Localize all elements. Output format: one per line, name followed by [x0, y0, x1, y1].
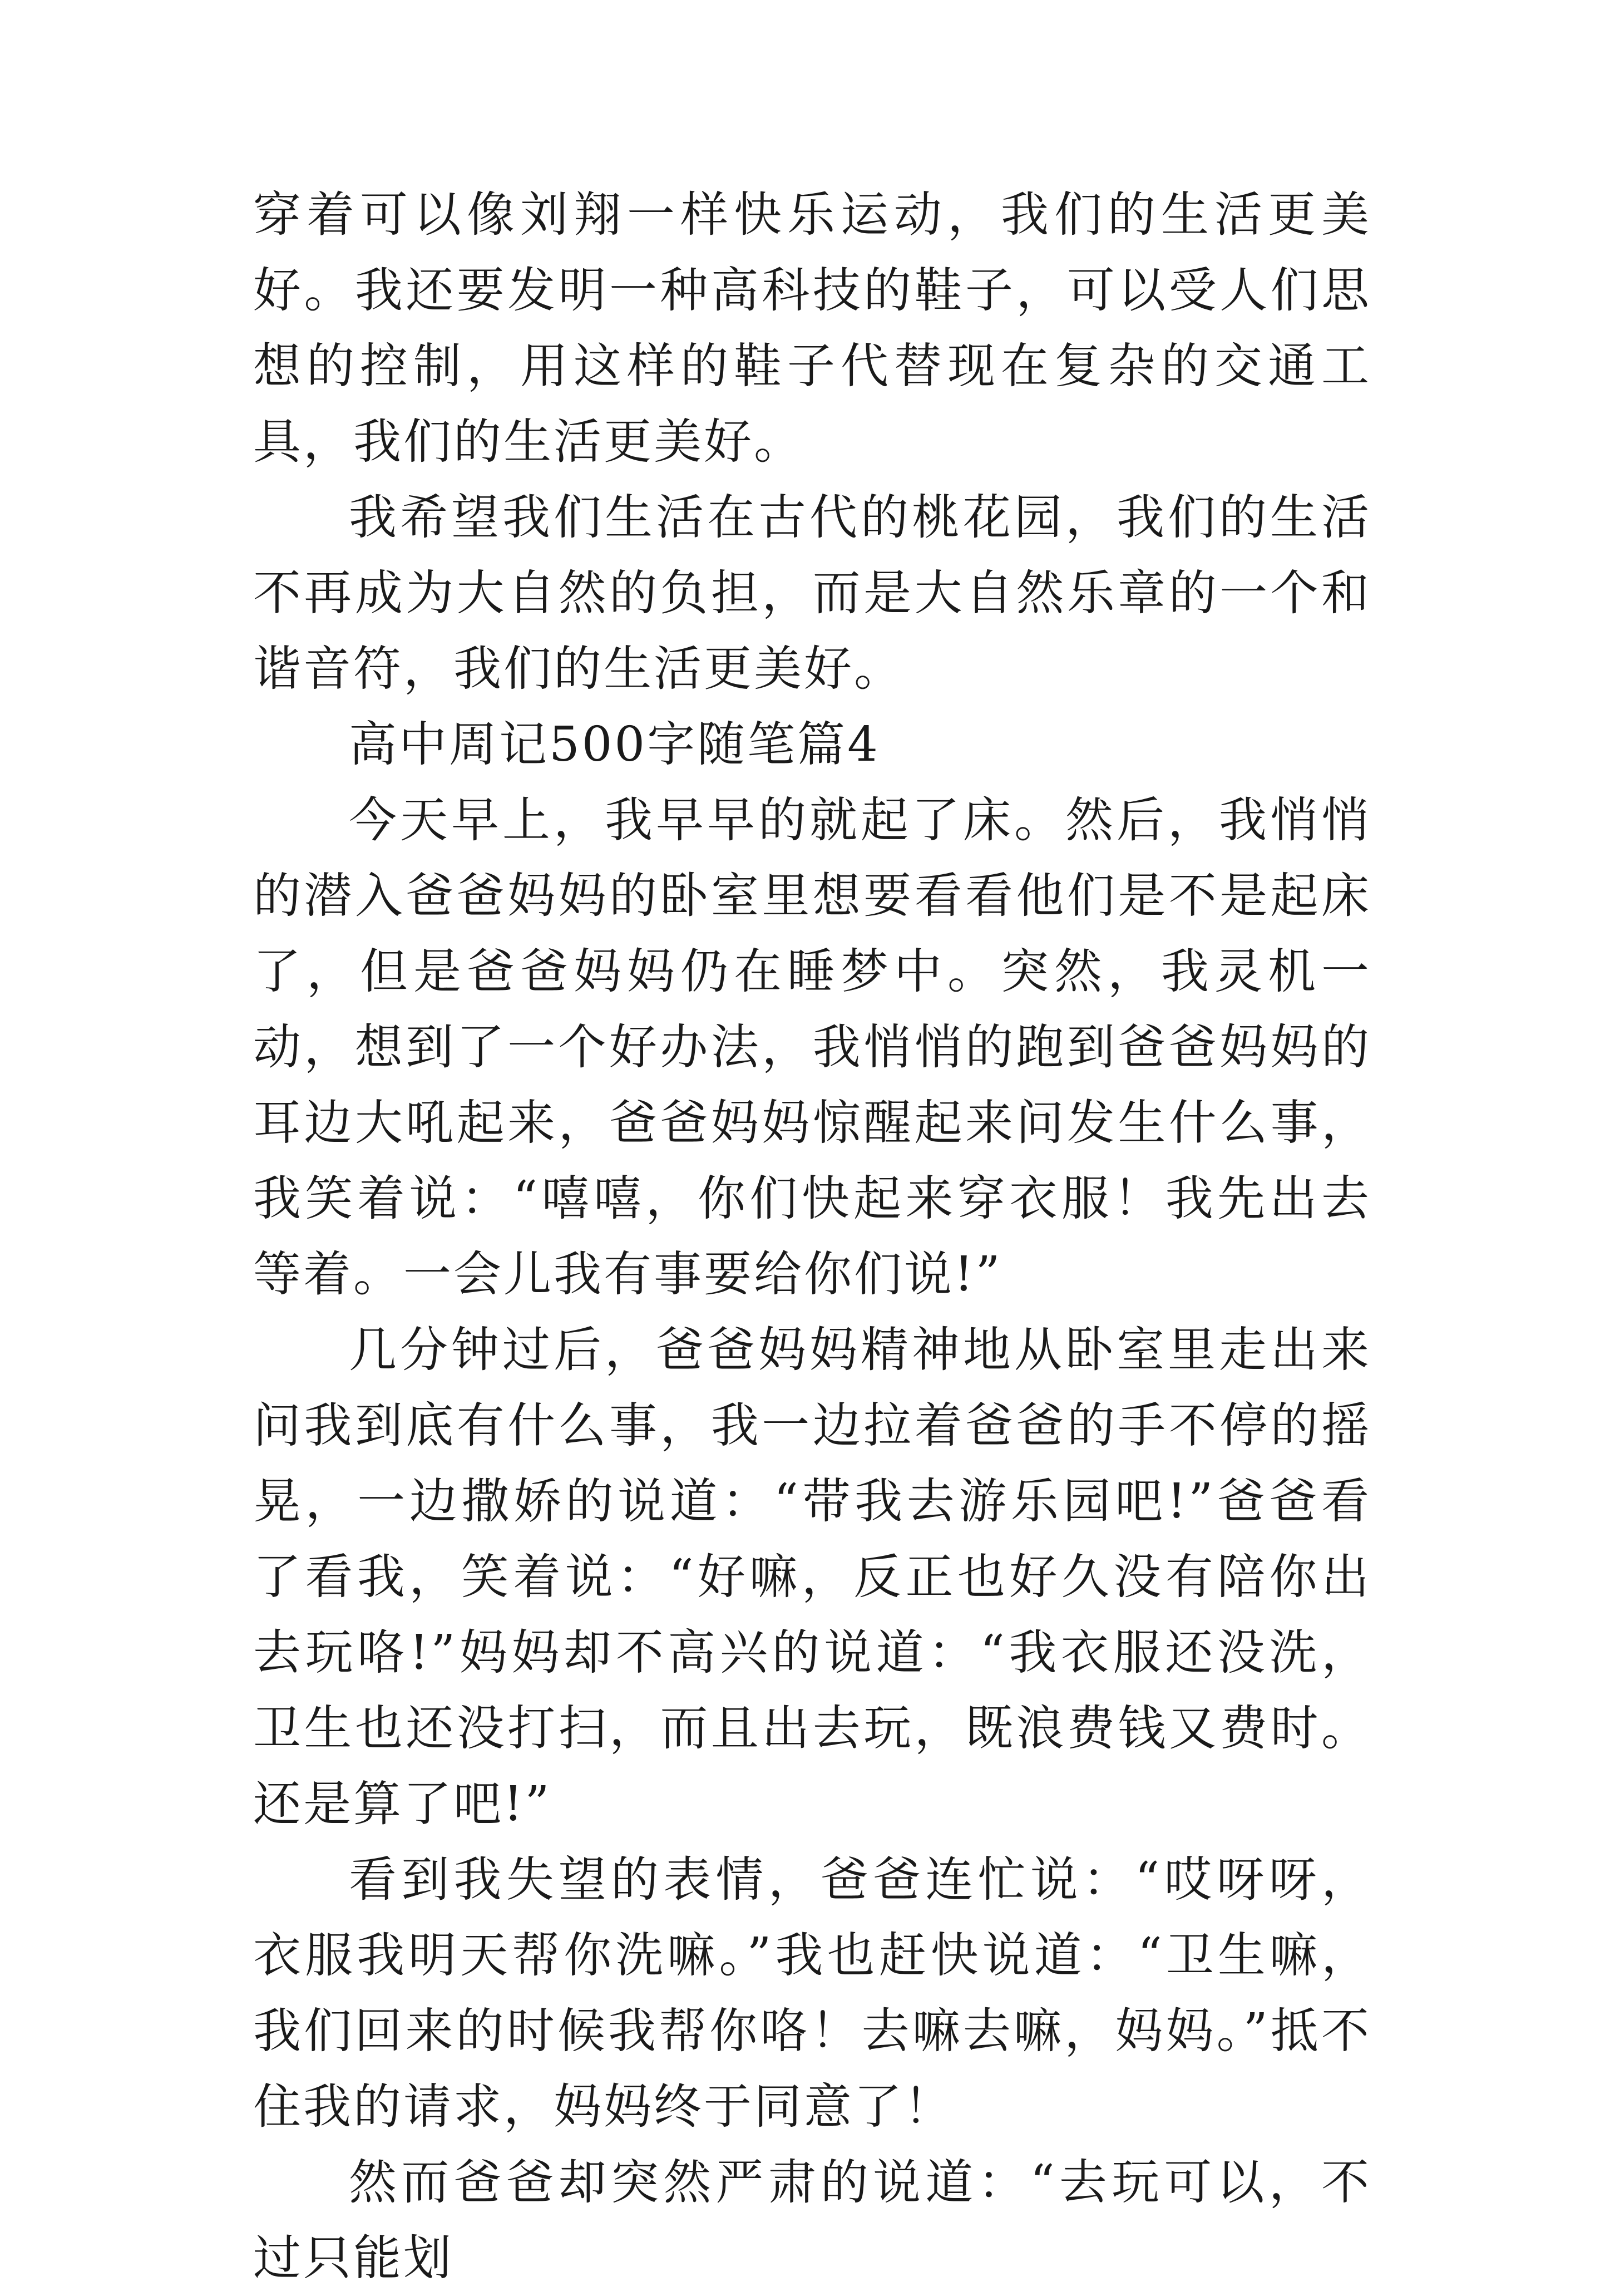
- paragraph-6: 然而爸爸却突然严肃的说道：“去玩可以，不过只能划: [253, 2155, 1371, 2286]
- paragraph-2: 我希望我们生活在古代的桃花园，我们的生活不再成为大自然的负担，而是大自然乐章的一个和谐音符，我们的生活更美好。: [253, 490, 1371, 697]
- paragraph-5: 看到我失望的表情，爸爸连忙说：“哎呀呀，衣服我明天帮你洗嘛。”我也赶快说道：“卫生嘛，我们回来的时候我帮你咯！去嘛去嘛，妈妈。”抵不住我的请求，妈妈终于同意了！: [253, 1852, 1371, 2135]
- paragraph-1: 穿着可以像刘翔一样快乐运动，我们的生活更美好。我还要发明一种高科技的鞋子，可以受人们思想的控制，用这样的鞋子代替现在复杂的交通工具，我们的生活更美好。: [253, 187, 1371, 470]
- document-body: [253, 177, 1371, 2296]
- section-heading: 高中周记500字随笔篇4: [349, 717, 880, 772]
- paragraph-3: 今天早上，我早早的就起了床。然后，我悄悄的潜入爸爸妈妈的卧室里想要看看他们是不是起床了，但是爸爸妈妈仍在睡梦中。突然，我灵机一动，想到了一个好办法，我悄悄的跑到爸爸妈妈的耳边大吼起来，爸爸妈妈惊醒起来问发生什么事，我笑着说：“嘻嘻，你们快起来穿衣服！我先出去等着。一会儿我有事要给你们说!”: [253, 792, 1371, 1302]
- paragraph-4: 几分钟过后，爸爸妈妈精神地从卧室里走出来问我到底有什么事，我一边拉着爸爸的手不停的摇晃，一边撒娇的说道：“带我去游乐园吧!”爸爸看了看我，笑着说：“好嘛，反正也好久没有陪你出去玩咯!”妈妈却不高兴的说道：“我衣服还没洗，卫生也还没打扫，而且出去玩，既浪费钱又费时。还是算了吧!”: [253, 1322, 1371, 1832]
